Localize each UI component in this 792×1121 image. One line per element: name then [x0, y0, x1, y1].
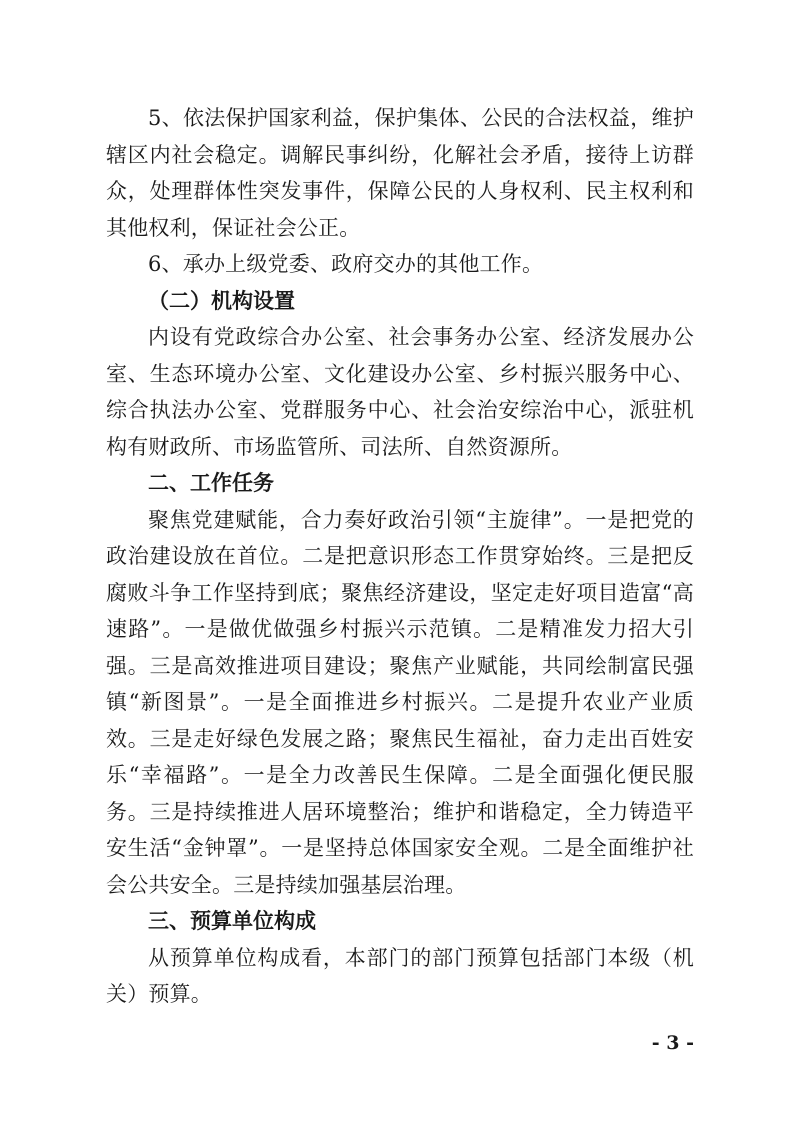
- paragraph-budget-units: 从预算单位构成看，本部门的部门预算包括部门本级（机关）预算。: [106, 945, 694, 1006]
- paragraph-organization-setup: 内设有党政综合办公室、社会事务办公室、经济发展办公室、生态环境办公室、文化建设办公室、乡村振兴服务中心、综合执法办公室、党群服务中心、社会治安综治中心，派驻机构有财政所、市场监管所、司法所、自然资源所。: [106, 325, 694, 459]
- paragraph-work-tasks: 聚焦党建赋能，合力奏好政治引领“主旋律”。一是把党的政治建设放在首位。二是把意识形态工作贯穿始终。三是把反腐败斗争工作坚持到底；聚焦经济建设，坚定走好项目造富“高速路”。一是做优做强乡村振兴示范镇。二是精准发力招大引强。三是高效推进项目建设；聚焦产业赋能，共同绘制富民强镇“新图景”。一是全面推进乡村振兴。二是提升农业产业质效。三是走好绿色发展之路；聚焦民生福祉，奋力走出百姓安乐“幸福路”。一是全力改善民生保障。二是全面强化便民服务。三是持续推进人居环境整治；维护和谐稳定，全力铸造平安生活“金钟罩”。一是坚持总体国家安全观。二是全面维护社会公共安全。三是持续加强基层治理。: [106, 507, 694, 897]
- paragraph-duty-6: 6、承办上级党委、政府交办的其他工作。: [148, 252, 544, 276]
- heading-budget-units: 三、预算单位构成: [148, 908, 316, 933]
- heading-work-tasks: 二、工作任务: [148, 470, 274, 495]
- paragraph-duty-5: 5、依法保护国家利益，保护集体、公民的合法权益，维护辖区内社会稳定。调解民事纠纷，化解社会矛盾，接待上访群众，处理群体性突发事件，保障公民的人身权利、民主权利和其他权利，保证社会公正。: [106, 106, 694, 240]
- heading-organization-setup: （二）机构设置: [148, 287, 295, 313]
- page-number: - 3 -: [651, 1032, 694, 1054]
- page-content: [106, 100, 694, 1013]
